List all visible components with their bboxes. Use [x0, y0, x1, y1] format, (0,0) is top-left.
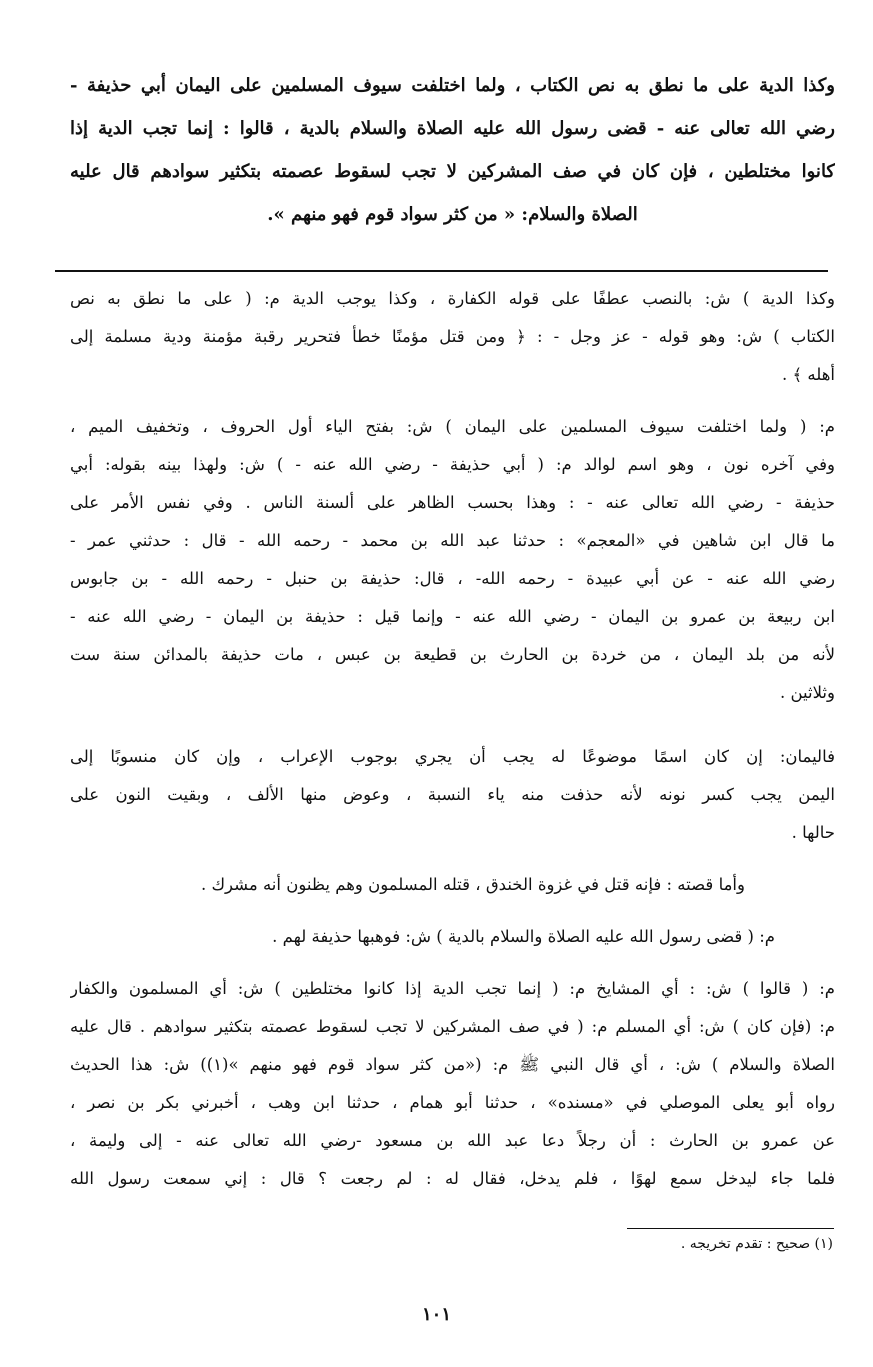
footnote-rule	[627, 1228, 834, 1229]
commentary-line: حالها .	[791, 823, 835, 842]
commentary-line: ما قال ابن شاهين في «المعجم» : حدثنا عبد الله بن محمد - رحمه الله - قال : حدثني عمر -	[70, 531, 835, 550]
commentary-line: وأما قصته : فإنه قتل في غزوة الخندق ، قتله المسلمون وهم يظنون أنه مشرك .	[200, 875, 745, 894]
main-line: وكذا الدية على ما نطق به نص الكتاب ، ولما اختلفت سيوف المسلمين على اليمان أبي حذيفة -	[70, 75, 835, 96]
commentary-line: الكتاب ) ش: وهو قوله - عز وجل - : ﴿ ومن قتل مؤمنًا خطأ فتحرير رقبة مؤمنة ودية مسلمة إلى	[70, 327, 835, 346]
commentary-line: رواه أبو يعلى الموصلي في «مسنده» ، حدثنا أبو همام ، حدثنا ابن وهب ، أخبرني بكر بن نصر ،	[70, 1093, 835, 1112]
commentary-line: حذيفة - رضي الله تعالى عنه - : وهذا بحسب الظاهر على ألسنة الناس . وفي نفس الأمر على	[70, 493, 835, 512]
commentary-paragraph	[70, 738, 835, 852]
commentary-line: م: (فإن كان ) ش: أي المسلم م: ( في صف المشركين لا تجب لسقوط عصمته بتكثير سوادهم . قال عليه	[70, 1017, 835, 1036]
main-text	[70, 64, 835, 236]
commentary-line: لأنه من بلد اليمان ، من خردة بن الحارث بن قطيعة بن عبس ، مات حذيفة بالمدائن سنة ست	[70, 645, 835, 664]
commentary-line: وثلاثين .	[779, 683, 835, 702]
commentary-line: م: ( ولما اختلفت سيوف المسلمين على اليمان ) ش: بفتح الياء أول الحروف ، وتخفيف الميم ،	[70, 417, 835, 436]
commentary-line: عن عمرو بن الحارث : أن رجلاً دعا عبد الله بن مسعود -رضي الله تعالى عنه - إلى وليمة ،	[70, 1131, 835, 1150]
commentary-paragraph	[70, 280, 835, 394]
commentary-paragraph	[70, 866, 835, 904]
commentary-line: فلما جاء ليدخل سمع لهوًا ، فلم يدخل، فقال له : لم رجعت ؟ قال : إني سمعت رسول الله	[70, 1169, 835, 1188]
commentary-line: الصلاة والسلام ) ش: ، أي قال النبي ﷺ م: («من كثر سواد قوم فهو منهم »(١)) ش: هذا الحديث	[70, 1055, 835, 1074]
commentary-line: رضي الله عنه - عن أبي عبيدة - رحمه الله- ، قال: حذيفة بن حنبل - رحمه الله - بن جابوس	[70, 569, 835, 588]
commentary-line: أهله ﴾ .	[782, 365, 835, 384]
commentary-paragraph	[70, 970, 835, 1198]
main-line: رضي الله تعالى عنه - قضى رسول الله عليه الصلاة والسلام بالدية ، قالوا : إنما تجب الدية إذا	[70, 118, 835, 139]
separator-rule	[55, 270, 828, 272]
commentary-line: م: ( قضى رسول الله عليه الصلاة والسلام بالدية ) ش: فوهبها حذيفة لهم .	[272, 927, 775, 946]
commentary-line: ابن ربيعة بن عمرو بن اليمان - رضي الله عنه - وإنما قيل : حذيفة بن اليمان - رضي الله عنه -	[70, 607, 835, 626]
commentary-line: وفي آخره نون ، وهو اسم لوالد م: ( أبي حذيفة - رضي الله عنه - ) ش: ولهذا بينه بقوله: أبي	[70, 455, 835, 474]
commentary-paragraph	[70, 918, 835, 956]
commentary-line: م: ( قالوا ) ش: : أي المشايخ م: ( إنما تجب الدية إذا كانوا مختلطين ) ش: أي المسلمون والكفار	[70, 979, 835, 998]
footnote: (١) صحيح : تقدم تخريجه .	[680, 1236, 833, 1252]
commentary-paragraph	[70, 408, 835, 712]
commentary-line: فاليمان: إن كان اسمًا موضوعًا له يجب أن يجري بوجوب الإعراب ، وإن كان منسوبًا إلى	[70, 747, 835, 766]
commentary-line: اليمن يجب كسر نونه لأنه حذفت منه ياء النسبة ، وعوض منها الألف ، وبقيت النون على	[70, 785, 835, 804]
page-number: ١٠١	[421, 1304, 451, 1325]
main-line: كانوا مختلطين ، فإن كان في صف المشركين لا تجب لسقوط عصمته بتكثير سوادهم قال عليه	[70, 161, 835, 182]
commentary-line: وكذا الدية ) ش: بالنصب عطفًا على قوله الكفارة ، وكذا يوجب الدية م: ( على ما نطق به نص	[70, 289, 835, 308]
main-line: الصلاة والسلام: « من كثر سواد قوم فهو منهم ».	[267, 204, 638, 225]
